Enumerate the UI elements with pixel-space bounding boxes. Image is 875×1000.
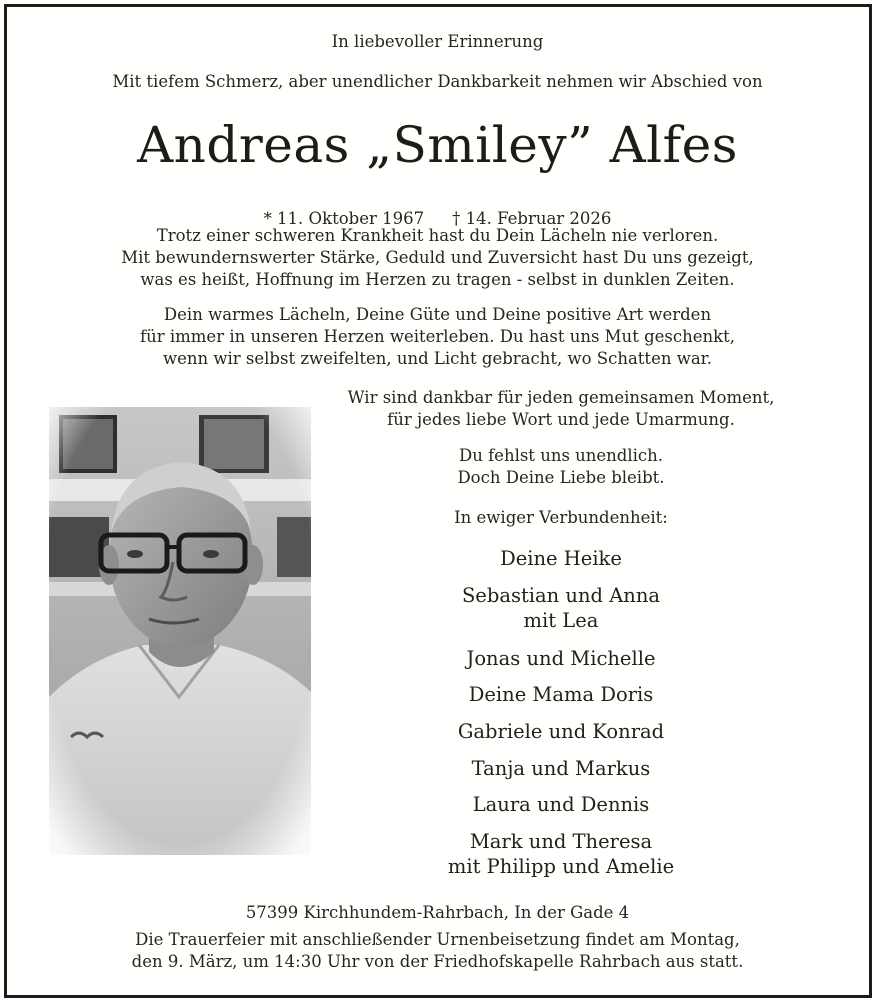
- paragraph-missing: Du fehlst uns unendlich. Doch Deine Liebe bleibt.: [457, 446, 665, 487]
- birth-date: * 11. Oktober 1967: [263, 209, 425, 228]
- intro-text: In liebevoller Erinnerung: [331, 32, 544, 51]
- family-member: Deine Mama Doris: [468, 683, 654, 706]
- farewell-line: Mit tiefem Schmerz, aber unendlicher Dankbarkeit nehmen wir Abschied von: [112, 72, 763, 91]
- signoff-text: In ewiger Verbundenheit:: [454, 508, 668, 527]
- paragraph-gratitude: Wir sind dankbar für jeden gemeinsamen Moment, für jedes liebe Wort und jede Umarmung.: [347, 388, 775, 429]
- paragraph-smile: Dein warmes Lächeln, Deine Güte und Deine positive Art werden für immer in unseren Herzen weiterleben. Du hast uns Mut geschenkt, wenn wir selbst zweifelten, und Licht gebracht, wo Schatten war.: [140, 305, 735, 368]
- paragraph-strength: Trotz einer schweren Krankheit hast du Dein Lächeln nie verloren. Mit bewundernswerter Stärke, Geduld und Zuversicht hast Du uns gezeigt, was es heißt, Hoffnung im Herzen zu tragen - selbst in dunklen Zeiten.: [121, 226, 754, 289]
- ceremony-text: Die Trauerfeier mit anschließender Urnenbeisetzung findet am Montag, den 9. März, um 14:30 Uhr von der Friedhofskapelle Rahrbach aus statt.: [131, 930, 744, 971]
- family-member: Gabriele und Konrad: [457, 720, 665, 743]
- family-member: Jonas und Michelle: [466, 647, 656, 670]
- deceased-name: Andreas „Smiley” Alfes: [137, 116, 738, 174]
- portrait-photo: [49, 407, 311, 855]
- family-member: Deine Heike: [500, 547, 622, 570]
- address-text: 57399 Kirchhundem-Rahrbach, In der Gade 4: [245, 903, 630, 922]
- death-date: † 14. Februar 2026: [452, 209, 612, 228]
- family-member: Laura und Dennis: [472, 793, 650, 816]
- family-member: Tanja und Markus: [471, 757, 651, 780]
- family-member: Sebastian und Anna mit Lea: [461, 584, 661, 632]
- life-dates: [0, 186, 875, 230]
- family-member: Mark und Theresa mit Philipp und Amelie: [447, 830, 675, 878]
